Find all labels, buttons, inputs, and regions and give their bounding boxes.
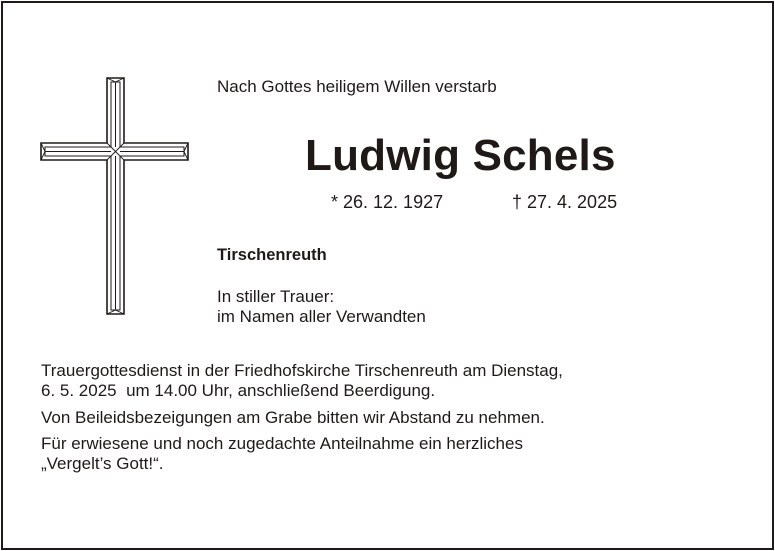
intro-text: Nach Gottes heiligem Willen verstarb (217, 77, 497, 96)
service-line: 6. 5. 2025 um 14.00 Uhr, anschließend Beerdigung. (41, 381, 436, 400)
mourning-block (217, 287, 426, 327)
mourning-line: In stiller Trauer: (217, 287, 335, 306)
thanks-paragraph (41, 434, 523, 474)
condolence-paragraph: Von Beileidsbezeigungen am Grabe bitten wir Abstand zu nehmen. (41, 408, 545, 427)
deceased-name: Ludwig Schels (305, 131, 616, 180)
latin-cross-icon (40, 77, 190, 315)
death-date: † 27. 4. 2025 (512, 192, 618, 212)
place-name: Tirschenreuth (217, 246, 327, 264)
birth-date: * 26. 12. 1927 (331, 192, 444, 212)
service-paragraph (41, 361, 563, 401)
thanks-line: „Vergelt’s Gott!“. (41, 454, 164, 473)
service-line: Trauergottesdienst in der Friedhofskirche Tirschenreuth am Dienstag, (41, 361, 563, 380)
mourning-line: im Namen aller Verwandten (217, 307, 426, 326)
thanks-line: Für erwiesene und noch zugedachte Anteilnahme ein herzliches (41, 434, 523, 453)
obituary-notice (1, 1, 774, 550)
